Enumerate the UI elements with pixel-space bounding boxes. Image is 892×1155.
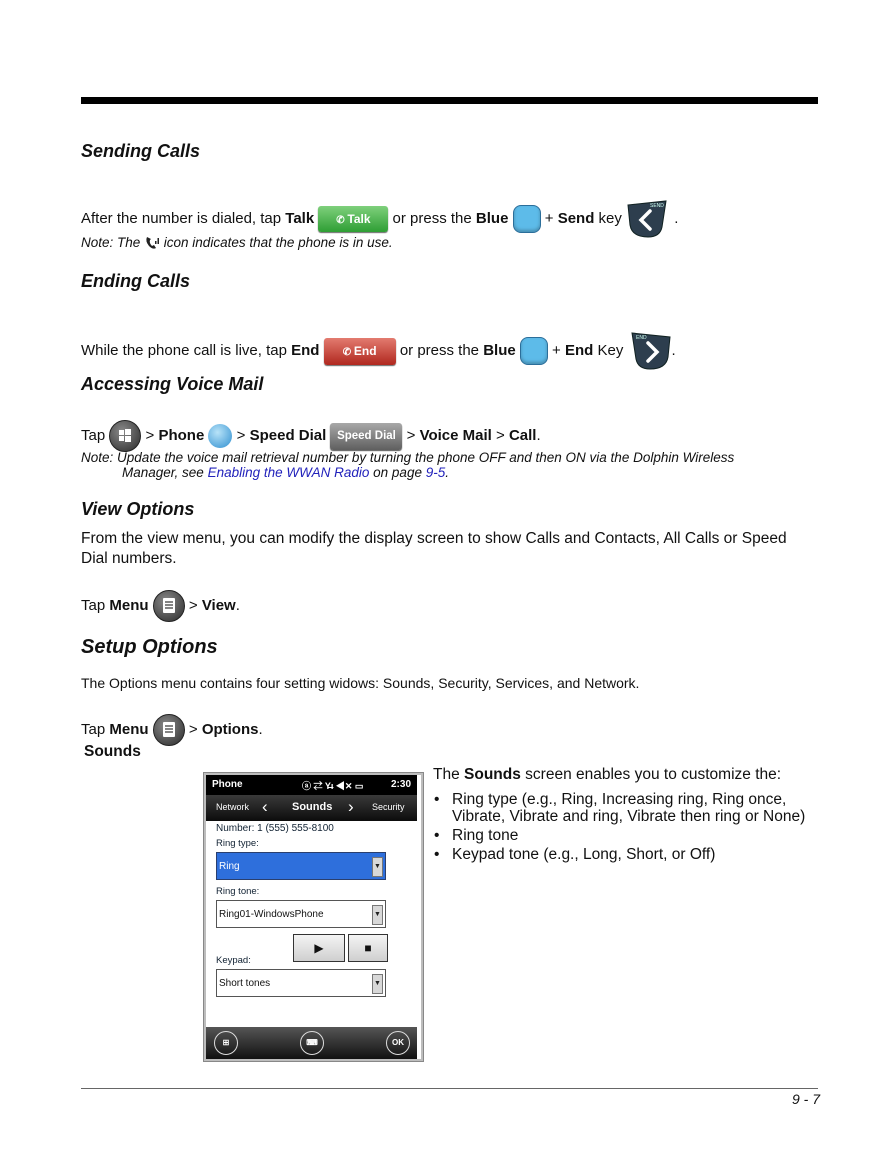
text: key [594,209,622,227]
play-button: ▶ [293,934,345,962]
phone-term: Phone [158,426,205,444]
text: or press the [392,209,476,227]
note-label: Note: [81,450,114,465]
menu-term: Menu [109,720,149,738]
blue-term: Blue [475,209,509,227]
ring-type-select [216,852,386,880]
nav-network: Network [216,802,250,812]
blue-key-icon [513,205,541,233]
text: + [544,209,558,227]
text: While the phone call is live, tap [81,341,292,359]
heading-ending-calls: Ending Calls [81,271,191,291]
talk-button-label: Talk [347,212,371,226]
heading-view-options: View Options [81,499,195,519]
sounds-intro [433,766,781,784]
status-time: 2:30 [390,779,411,790]
dropdown-arrow-icon: ▼ [372,974,383,994]
heading-setup-options: Setup Options [81,636,218,658]
phone-app-icon [208,424,232,448]
note-line-1 [81,450,821,465]
sending-note [81,235,393,251]
text: Tap [81,426,106,444]
status-title: Phone [212,779,243,790]
note-line-2 [81,465,821,480]
call-term: Call [508,426,537,444]
text: icon indicates that the phone is in use. [160,235,393,250]
heading-voice-mail: Accessing Voice Mail [81,374,264,394]
voice-mail-note [81,450,821,480]
voice-mail-paragraph [81,420,541,452]
speed-dial-term: Speed Dial [249,426,327,444]
menu-icon [153,590,185,622]
setup-paragraph: The Options menu contains four setting widows: Sounds, Security, Services, and Network. [81,675,640,691]
speed-dial-button-icon: Speed Dial [330,423,402,450]
text: > [236,426,250,444]
talk-term: Talk [285,209,315,227]
sounds-screen-screenshot [204,773,423,1061]
end-button-icon: ✆ End [324,338,396,365]
phone-number: Number: 1 (555) 555-8100 [216,823,334,834]
heading-sounds: Sounds [84,743,141,760]
text: or press the [399,341,484,359]
blue-key-icon [520,337,548,365]
ring-type-value: Ring [219,861,240,872]
text: . [674,209,679,227]
header-rule [81,97,818,104]
nav-security: Security [372,802,405,812]
ending-paragraph [81,331,676,371]
text: Dial numbers. [81,550,177,567]
sounds-term: Sounds [464,766,521,783]
text: on page [369,465,426,480]
text: > [188,596,202,614]
page-number: 9 - 7 [791,1091,820,1107]
text: + [552,341,565,359]
ring-type-label: Ring type: [216,838,259,849]
page-link[interactable]: 9-5 [425,465,446,480]
view-instruction [81,590,240,622]
text: Update the voice mail retrieval number by turning the phone OFF and then ON via the Dolphin Wireless [117,450,735,465]
ring-tone-label: Ring tone: [216,886,260,897]
text: . [536,426,541,444]
menu-icon [153,714,185,746]
voice-mail-term: Voice Mail [419,426,492,444]
keypad-select [216,969,386,997]
list-item: • Ring type (e.g., Ring, Increasing ring, Ring once, Vibrate, Vibrate and ring, Vibrate then ring or None) [434,791,824,825]
sounds-options-list [434,791,824,865]
list-item: • Ring tone [434,827,824,844]
dropdown-arrow-icon: ▼ [372,857,383,877]
text: Note: The [81,235,145,250]
keypad-value: Short tones [219,978,271,989]
menu-term: Menu [109,596,149,614]
text: > [145,426,159,444]
send-key-text: SEND [650,203,664,209]
text: > [491,426,509,444]
end-button-label: End [353,343,377,358]
text: . [258,720,263,738]
sending-paragraph [81,199,678,239]
windows-start-icon [109,420,141,452]
ring-tone-value: Ring01-WindowsPhone [219,909,324,920]
nav-sounds: Sounds [292,801,333,813]
blue-term: Blue [483,341,516,359]
ring-tone-select [216,900,386,928]
text: Key [593,341,624,359]
keyboard-icon: ⌨ [300,1031,324,1055]
text: From the view menu, you can modify the display screen to show Calls and Contacts, All Calls or Speed [81,530,787,547]
ok-button: OK [386,1031,410,1055]
phone-in-use-icon [144,235,160,251]
send-term: Send [557,209,595,227]
text: . [445,465,449,480]
status-icons: ⓐ ⇄ Y̶ı ◀✕ ▭ [302,781,364,791]
dropdown-arrow-icon: ▼ [372,905,383,925]
keypad-label: Keypad: [216,955,251,966]
heading-sending-calls: Sending Calls [81,141,201,161]
status-bar [206,775,417,795]
text: . [235,596,240,614]
settings-nav-bar [206,795,417,821]
text: Manager, see [122,465,208,480]
chevron-right-icon: › [348,797,354,816]
list-item: • Keypad tone (e.g., Long, Short, or Off) [434,846,824,863]
end-key-term: End [564,341,594,359]
footer-rule [81,1088,818,1089]
stop-button: ■ [348,934,388,962]
setup-instruction [81,714,263,746]
options-term: Options [201,720,259,738]
text: screen enables you to customize the: [520,766,782,783]
end-key-text: END [635,335,647,341]
text: > [188,720,202,738]
device-bottom-bar [206,1027,417,1059]
windows-start-icon: ⊞ [214,1031,238,1055]
text: Tap [81,596,110,614]
text: . [671,341,676,359]
text: The [433,766,465,783]
end-term: End [291,341,320,359]
send-key-icon [626,199,670,239]
talk-button-icon: ✆ Talk [318,206,388,232]
end-key-icon [628,331,672,371]
chevron-left-icon: ‹ [262,797,268,816]
text: After the number is dialed, tap [81,209,286,227]
text: Tap [81,720,110,738]
text: > [406,426,420,444]
view-term: View [201,596,236,614]
view-paragraph [81,529,787,569]
wwan-radio-link[interactable]: Enabling the WWAN Radio [207,465,370,480]
